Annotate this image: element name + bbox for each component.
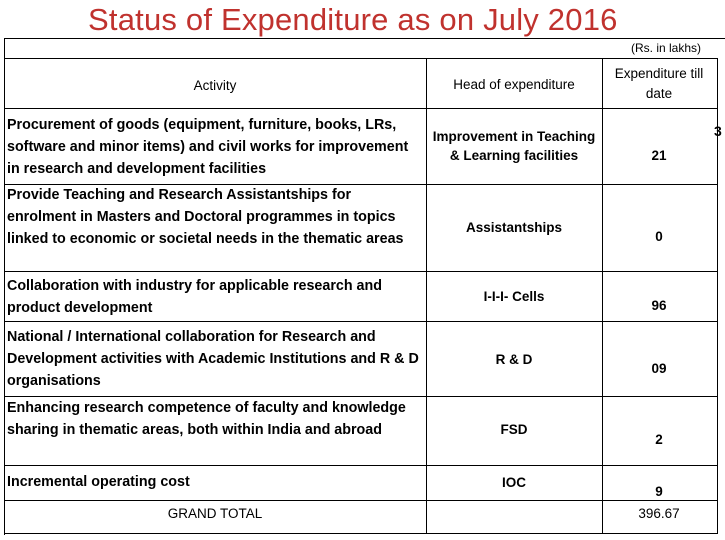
table-cell-activity: Collaboration with industry for applicable research and product development xyxy=(7,278,382,316)
table-cell-expenditure: 96 xyxy=(651,298,667,313)
table-cell-head: Improvement in Teaching & Learning facilities xyxy=(432,129,596,163)
table-cell-head: FSD xyxy=(500,422,528,437)
page-title: Status of Expenditure as on July 2016 xyxy=(88,2,618,37)
grid-line xyxy=(4,533,718,534)
table-cell-head: IOC xyxy=(501,475,526,490)
column-header-head: Head of expenditure xyxy=(453,77,575,92)
grid-line xyxy=(4,465,718,466)
table-cell-expenditure: 9 xyxy=(655,484,663,499)
grid-line xyxy=(4,321,718,322)
clipped-edge-text: 3 xyxy=(714,123,722,139)
table-cell-activity: Enhancing research competence of faculty and knowledge sharing in thematic areas, both within India and abroad xyxy=(7,400,406,438)
grid-line xyxy=(4,108,718,109)
table-cell-activity: National / International collaboration for Research and Development activities with Academic Institutions and R & D organisations xyxy=(7,329,419,389)
units-note: (Rs. in lakhs) xyxy=(631,41,702,55)
table-cell-expenditure: 09 xyxy=(651,361,667,376)
table-cell-head: R & D xyxy=(495,352,533,367)
table-cell-activity: Provide Teaching and Research Assistantships for enrolment in Masters and Doctoral programmes in topics linked to economic or societal needs in the thematic areas xyxy=(7,187,404,247)
table-cell-head: I-I-I- Cells xyxy=(483,289,545,304)
grand-total-label: GRAND TOTAL xyxy=(167,506,263,521)
column-header-expenditure: Expenditure till date xyxy=(614,66,704,101)
table-cell-expenditure: 21 xyxy=(651,148,667,163)
grand-total-value: 396.67 xyxy=(638,506,680,521)
table-cell-expenditure: 0 xyxy=(655,229,663,244)
table-cell-expenditure: 2 xyxy=(655,432,663,447)
grid-line xyxy=(4,58,718,59)
table-cell-head: Assistantships xyxy=(465,220,563,235)
table-cell-activity: Procurement of goods (equipment, furniture, books, LRs, software and minor items) and civil works for improvement in research and development facilities xyxy=(7,117,409,177)
table-cell-activity: Incremental operating cost xyxy=(7,474,190,490)
grid-line xyxy=(4,271,718,272)
grid-line xyxy=(426,58,427,534)
column-header-activity: Activity xyxy=(193,78,237,93)
